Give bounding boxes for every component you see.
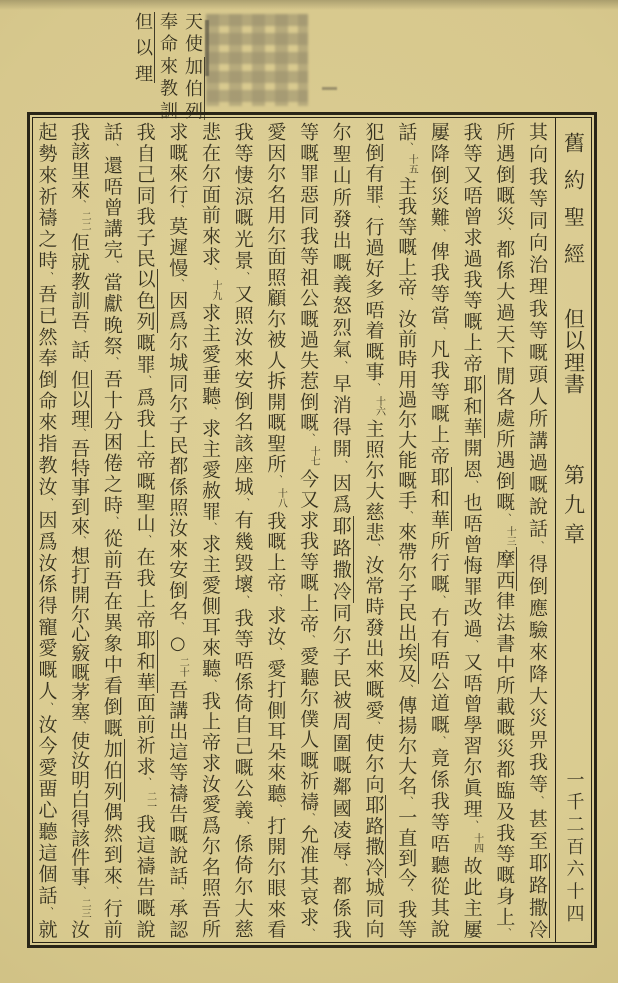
ideographic-comma: 、 bbox=[139, 374, 151, 387]
text-run: 得倒應驗來降大災畀我等 bbox=[526, 553, 548, 796]
text-run: 承認 bbox=[166, 898, 189, 938]
scripture-text bbox=[461, 854, 483, 938]
text-run: 其向我等同向治理我等嘅頭人所講過嘅說話 bbox=[526, 122, 548, 541]
text-run: 就 bbox=[35, 919, 58, 938]
text-run: 俾我等當 bbox=[427, 241, 450, 327]
scripture-text bbox=[134, 812, 156, 938]
page-frame-inner bbox=[32, 117, 592, 943]
scripture-text bbox=[199, 122, 221, 279]
scripture-text bbox=[35, 122, 57, 938]
book-title: 但以理書 bbox=[561, 308, 586, 394]
text-run: 律法書中所載嘅災都臨及我等嘅身上 bbox=[493, 591, 516, 929]
ideographic-comma: 、 bbox=[74, 886, 86, 897]
ideographic-comma: 、 bbox=[401, 795, 413, 807]
ideographic-comma: 、 bbox=[270, 474, 282, 487]
ideographic-comma: 、 bbox=[368, 205, 380, 217]
text-run: 冇有唔公道嘅 bbox=[427, 607, 450, 736]
text-run: 我這禱告嘅說 bbox=[133, 811, 156, 938]
scripture-text bbox=[134, 693, 156, 789]
text-run: 從前吾在異象中看倒嘅 bbox=[100, 528, 123, 739]
text-run: 愛聽尔僕人嘅祈禱 bbox=[297, 646, 320, 813]
ideographic-comma: 、 bbox=[74, 199, 86, 211]
ideographic-comma: 、 bbox=[303, 928, 315, 938]
text-run: 因爲 bbox=[329, 472, 352, 517]
text-run: 今又求我等嘅上帝 bbox=[297, 467, 320, 635]
ideographic-comma: 、 bbox=[172, 621, 184, 634]
text-run: 汝前時用過尔大能嘅手 bbox=[395, 308, 418, 511]
page-frame-outer bbox=[27, 112, 597, 948]
text-run: 等嘅罪惡同我等祖公嘅過失惹倒嘅 bbox=[297, 122, 320, 434]
ideographic-comma: 、 bbox=[41, 906, 53, 920]
text-run: 悲在尔面前來求 bbox=[198, 122, 221, 268]
verse-number: 二二 bbox=[79, 211, 91, 232]
scripture-text bbox=[68, 122, 90, 210]
text-column bbox=[455, 122, 488, 938]
text-run: 來帶尔子民出 bbox=[395, 522, 418, 644]
text-run: 爲我上帝嘅聖山 bbox=[133, 386, 156, 535]
ideographic-comma: 、 bbox=[466, 479, 478, 492]
ideographic-comma: 、 bbox=[335, 360, 347, 374]
ideographic-comma: 、 bbox=[270, 646, 282, 659]
ideographic-comma: 、 bbox=[106, 885, 118, 899]
scripture-text bbox=[232, 122, 254, 938]
text-column bbox=[488, 122, 521, 938]
text-run: 有幾毀壞 bbox=[231, 509, 254, 596]
text-run: 想打開尔心竅嘅茅塞 bbox=[68, 545, 91, 721]
text-column bbox=[324, 122, 357, 938]
text-run: 天使 bbox=[182, 12, 203, 57]
scripture-text bbox=[134, 333, 156, 631]
scripture-text bbox=[182, 12, 203, 57]
scripture-text bbox=[330, 603, 352, 938]
text-column bbox=[422, 122, 455, 938]
scripture-text bbox=[101, 122, 123, 739]
scripture-text bbox=[264, 122, 286, 487]
ideographic-comma: 、 bbox=[401, 510, 413, 523]
text-run: 奉命來教訓 bbox=[157, 12, 178, 120]
verse-number: 十七 bbox=[308, 446, 320, 466]
text-run: 我等又唔曾求過我等嘅上帝 bbox=[460, 122, 483, 375]
ideographic-comma: 、 bbox=[41, 271, 53, 284]
proper-name bbox=[134, 630, 158, 693]
ideographic-comma: 、 bbox=[41, 702, 53, 715]
text-run: 因爲汝係得寵愛嘅人 bbox=[35, 509, 58, 703]
scripture-text bbox=[526, 122, 548, 853]
text-run: 但以理 bbox=[68, 369, 91, 429]
text-run: 耶和華 bbox=[460, 374, 483, 438]
text-run: 我上帝求汝愛爲尔名照吾所 bbox=[198, 690, 221, 938]
ideographic-comma: 、 bbox=[172, 204, 184, 217]
ideographic-comma: 、 bbox=[303, 433, 315, 445]
text-run: 同尔子民被周圍嘅鄰國凌辱 bbox=[329, 602, 352, 863]
ideographic-comma: 、 bbox=[172, 886, 184, 899]
proper-name bbox=[526, 853, 550, 938]
scripture-text bbox=[101, 802, 123, 938]
ideographic-comma: 、 bbox=[401, 142, 413, 154]
text-run: 還唔曾講完 bbox=[100, 155, 123, 261]
ideographic-comma: 、 bbox=[433, 595, 445, 608]
text-run: 吾講出這等禱告嘅說話 bbox=[166, 677, 189, 887]
text-run: 耶和華 bbox=[427, 467, 450, 532]
text-run: 埃及 bbox=[395, 643, 418, 684]
text-run: 使汝明白得該件事 bbox=[68, 731, 91, 887]
ideographic-comma: 、 bbox=[401, 887, 413, 899]
text-run: 愛打側耳朵來聽 bbox=[264, 658, 287, 804]
text-run: 又唔曾學習尔眞理 bbox=[460, 651, 483, 820]
chapter-heading: 第九章 bbox=[561, 464, 586, 544]
text-run: 我等悽涼嘅光景 bbox=[231, 122, 254, 272]
bible-title: 舊約聖經 bbox=[561, 132, 586, 264]
ideographic-comma: 、 bbox=[204, 522, 216, 534]
scripture-text bbox=[166, 678, 188, 938]
text-run: 也唔曾悔罪改過 bbox=[460, 491, 483, 640]
text-column bbox=[389, 122, 422, 938]
text-run: 話 bbox=[100, 122, 123, 144]
ideographic-comma: 、 bbox=[368, 720, 380, 733]
text-run: 當獻晚祭 bbox=[100, 272, 123, 357]
scripture-text bbox=[157, 12, 178, 120]
text-run: 開恩 bbox=[460, 437, 483, 480]
text-run: 所行嘅 bbox=[427, 531, 450, 596]
text-run: 以色列 bbox=[133, 269, 156, 333]
ideographic-comma: 、 bbox=[106, 356, 118, 369]
text-run: 吾已然奉倒命來指教汝 bbox=[35, 283, 58, 498]
scripture-text bbox=[330, 122, 352, 516]
ideographic-comma: 、 bbox=[499, 928, 511, 938]
text-run: 凡我等嘅上帝 bbox=[427, 338, 450, 468]
ideographic-comma: 、 bbox=[204, 406, 216, 419]
text-run: 甚至 bbox=[526, 808, 548, 853]
scripture-text bbox=[362, 122, 384, 395]
scripture-text bbox=[428, 531, 450, 938]
text-run: 求主愛垂聽 bbox=[198, 301, 221, 407]
text-run: 都係大過天下閒各處所遇倒嘅 bbox=[493, 239, 516, 513]
ink-bleed-smudge bbox=[206, 14, 308, 106]
text-run: 求嘅來行 bbox=[166, 122, 189, 205]
text-run: 求主愛赦罪 bbox=[198, 418, 221, 522]
text-column bbox=[291, 122, 324, 938]
proper-name bbox=[428, 467, 452, 531]
ideographic-comma: 、 bbox=[74, 428, 86, 439]
text-run: 犯倒有罪 bbox=[362, 122, 385, 205]
ink-bleed-bar bbox=[205, 20, 209, 76]
scripture-text bbox=[166, 122, 188, 656]
text-run: 話 bbox=[68, 339, 91, 360]
scripture-text bbox=[68, 428, 90, 897]
ideographic-comma: 、 bbox=[270, 803, 282, 816]
text-run: 我嘅上帝 bbox=[264, 508, 287, 594]
ideographic-comma: 、 bbox=[74, 720, 86, 732]
text-run: 耶路撒冷 bbox=[362, 794, 385, 878]
scripture-text bbox=[461, 122, 483, 375]
text-run: 吾十分困倦之時 bbox=[100, 368, 123, 517]
ideographic-comma: 、 bbox=[466, 639, 478, 652]
text-run: 耶路撒冷 bbox=[526, 852, 548, 938]
ideographic-comma: 、 bbox=[237, 497, 249, 510]
ideographic-comma: 、 bbox=[433, 326, 445, 339]
text-column bbox=[357, 122, 390, 938]
text-run: 摩西 bbox=[493, 547, 516, 592]
proper-name bbox=[134, 269, 158, 332]
text-run: 主我等嘅上帝 bbox=[395, 175, 418, 298]
text-run: 因爲尔城同尔子民都係照汝來安倒名 bbox=[166, 290, 189, 622]
text-run: 行過好多唔着嘅事 bbox=[362, 216, 385, 383]
text-column bbox=[128, 122, 161, 938]
scripture-text bbox=[362, 878, 384, 939]
proper-name bbox=[395, 643, 419, 683]
text-run: 傳揚尔大名 bbox=[395, 694, 418, 796]
scripture-columns bbox=[35, 122, 553, 938]
verse-number: 二十 bbox=[177, 656, 189, 677]
text-column bbox=[95, 122, 128, 938]
text-run: 又照汝來安倒名該座城 bbox=[231, 283, 254, 498]
text-run: 但以理 bbox=[132, 12, 153, 84]
text-run: 汝常時發出來嘅愛 bbox=[362, 554, 385, 721]
text-run: 係倚尔大慈 bbox=[231, 833, 254, 938]
proper-name bbox=[101, 739, 125, 802]
ideographic-comma: 、 bbox=[335, 459, 347, 473]
text-run: 起勢來祈禱之時 bbox=[35, 122, 58, 272]
text-run: 打開尔眼來看 bbox=[264, 815, 287, 938]
scripture-text bbox=[297, 122, 319, 445]
scripture-text bbox=[395, 122, 417, 153]
proper-name bbox=[132, 12, 155, 83]
scripture-text bbox=[493, 122, 515, 525]
proper-name bbox=[461, 375, 485, 438]
text-run: 加伯列 bbox=[100, 738, 123, 802]
text-column bbox=[35, 122, 62, 938]
ideographic-comma: 、 bbox=[532, 795, 543, 809]
masthead-column bbox=[555, 118, 591, 942]
verse-number: 十四 bbox=[471, 832, 483, 853]
ideographic-comma: 、 bbox=[270, 593, 282, 605]
scripture-text bbox=[199, 301, 221, 938]
text-column bbox=[180, 12, 205, 120]
text-run: 尔聖山所發出嘅義怒烈氣 bbox=[329, 122, 352, 361]
text-column bbox=[130, 12, 155, 83]
ideographic-comma: 、 bbox=[303, 634, 315, 647]
ideographic-comma: 、 bbox=[106, 260, 118, 273]
verse-number: 二一 bbox=[144, 790, 156, 811]
verse-number: 二三 bbox=[79, 897, 91, 918]
scripture-text bbox=[493, 591, 515, 938]
ideographic-comma: 、 bbox=[499, 513, 511, 526]
ideographic-comma: 、 bbox=[499, 227, 511, 240]
ideographic-comma: 、 bbox=[106, 143, 118, 156]
text-run: 耶和華 bbox=[133, 630, 156, 694]
ideographic-comma: 、 bbox=[139, 534, 151, 547]
verse-number: 十三 bbox=[504, 526, 516, 547]
text-run: 主照尔大慈悲 bbox=[362, 416, 385, 543]
text-run: 行前 bbox=[100, 898, 123, 938]
text-column bbox=[193, 122, 226, 938]
ideographic-comma: 、 bbox=[41, 497, 53, 510]
text-run: 愛因尔名用尔面照顧尔被人拆開嘅聖所 bbox=[264, 122, 287, 475]
scripture-text bbox=[362, 417, 384, 795]
text-run: 我該里來 bbox=[68, 122, 91, 200]
ideographic-comma: 、 bbox=[237, 595, 249, 608]
text-run: 都係我 bbox=[329, 875, 352, 938]
text-run: 加伯列 bbox=[182, 56, 203, 120]
text-run: 故此主屢 bbox=[460, 853, 483, 938]
proper-name bbox=[493, 547, 517, 591]
text-run: 我等 bbox=[395, 898, 418, 938]
text-run: 在我上帝 bbox=[133, 546, 156, 631]
ideographic-comma: 、 bbox=[401, 683, 413, 695]
text-run: 汝今愛畱心聽這個話 bbox=[35, 714, 58, 907]
verse-number: 十八 bbox=[275, 487, 287, 508]
verse-number: 十五 bbox=[406, 154, 418, 175]
page-number: 一千二百六十四 bbox=[563, 770, 585, 922]
text-run: 所遇倒嘅災 bbox=[493, 122, 516, 228]
text-run: 屢降倒災難 bbox=[427, 122, 450, 229]
text-run: 求主愛側耳來聽 bbox=[198, 533, 221, 679]
text-column bbox=[62, 122, 95, 938]
ideographic-comma: 、 bbox=[172, 278, 184, 291]
text-run: 我等唔係倚自己嘅公義 bbox=[231, 607, 254, 822]
scripture-text bbox=[395, 175, 417, 643]
scripture-text bbox=[297, 467, 319, 938]
text-run: 求汝 bbox=[264, 605, 287, 647]
scripture-text bbox=[395, 684, 417, 938]
scripture-text bbox=[68, 919, 90, 938]
scripture-text bbox=[134, 122, 156, 269]
text-run: 城同向 bbox=[362, 877, 385, 938]
ideographic-comma: 、 bbox=[139, 777, 151, 790]
text-run: 一直到今 bbox=[395, 806, 418, 888]
text-column bbox=[520, 122, 553, 938]
text-column bbox=[161, 122, 194, 938]
text-column bbox=[259, 122, 292, 938]
verse-number: 十九 bbox=[209, 280, 221, 300]
proper-name bbox=[330, 516, 354, 603]
scripture-text bbox=[461, 438, 483, 832]
scripture-text bbox=[428, 122, 450, 467]
text-run: 早消得開 bbox=[329, 373, 352, 460]
text-run: 佢就教訓吾 bbox=[68, 232, 91, 330]
ink-bleed-dash bbox=[322, 87, 337, 90]
text-run: 吾特事到來 bbox=[68, 438, 91, 536]
ideographic-comma: 、 bbox=[532, 540, 543, 554]
ideographic-comma: 、 bbox=[466, 819, 478, 832]
ideographic-comma: 、 bbox=[433, 735, 445, 749]
text-run: 偶然到來 bbox=[100, 801, 123, 886]
verse-number: 十六 bbox=[373, 395, 385, 416]
scripture-text bbox=[264, 509, 286, 939]
text-column bbox=[155, 12, 180, 120]
ideographic-comma: 、 bbox=[433, 228, 445, 242]
ideographic-comma: 、 bbox=[74, 535, 86, 546]
ideographic-comma: 、 bbox=[106, 516, 118, 529]
ideographic-comma: 、 bbox=[368, 382, 380, 395]
ideographic-comma: 、 bbox=[74, 329, 86, 340]
ideographic-comma: 、 bbox=[237, 821, 249, 834]
text-run: 竟係我等唔聽從其說 bbox=[427, 748, 450, 938]
ideographic-comma: 、 bbox=[204, 267, 216, 279]
text-run: 允准其哀求 bbox=[297, 824, 320, 928]
text-run: 使尔向 bbox=[362, 732, 385, 795]
proper-name bbox=[182, 57, 205, 121]
text-run: 面前祈求 bbox=[133, 693, 156, 778]
text-run: 耶路撒冷 bbox=[329, 516, 352, 603]
ideographic-comma: 、 bbox=[368, 542, 380, 555]
text-run: 嘅罪 bbox=[133, 332, 156, 375]
text-run: 我自己同我子民 bbox=[133, 122, 156, 270]
proper-name bbox=[362, 795, 386, 878]
scripture-text bbox=[68, 232, 90, 370]
ideographic-comma: 、 bbox=[335, 863, 347, 876]
text-run: 汝 bbox=[68, 918, 91, 938]
ideographic-comma: 、 bbox=[303, 812, 315, 825]
section-ring: ○ bbox=[167, 633, 189, 656]
text-column bbox=[226, 122, 259, 938]
proper-name bbox=[68, 370, 92, 428]
ideographic-comma: 、 bbox=[74, 359, 86, 370]
ideographic-comma: 、 bbox=[401, 297, 413, 309]
ideographic-comma: 、 bbox=[204, 679, 216, 691]
text-run: 話 bbox=[395, 122, 418, 143]
header-gloss bbox=[130, 12, 205, 120]
text-run: 莫遲慢 bbox=[166, 216, 189, 279]
ideographic-comma: 、 bbox=[237, 271, 249, 284]
